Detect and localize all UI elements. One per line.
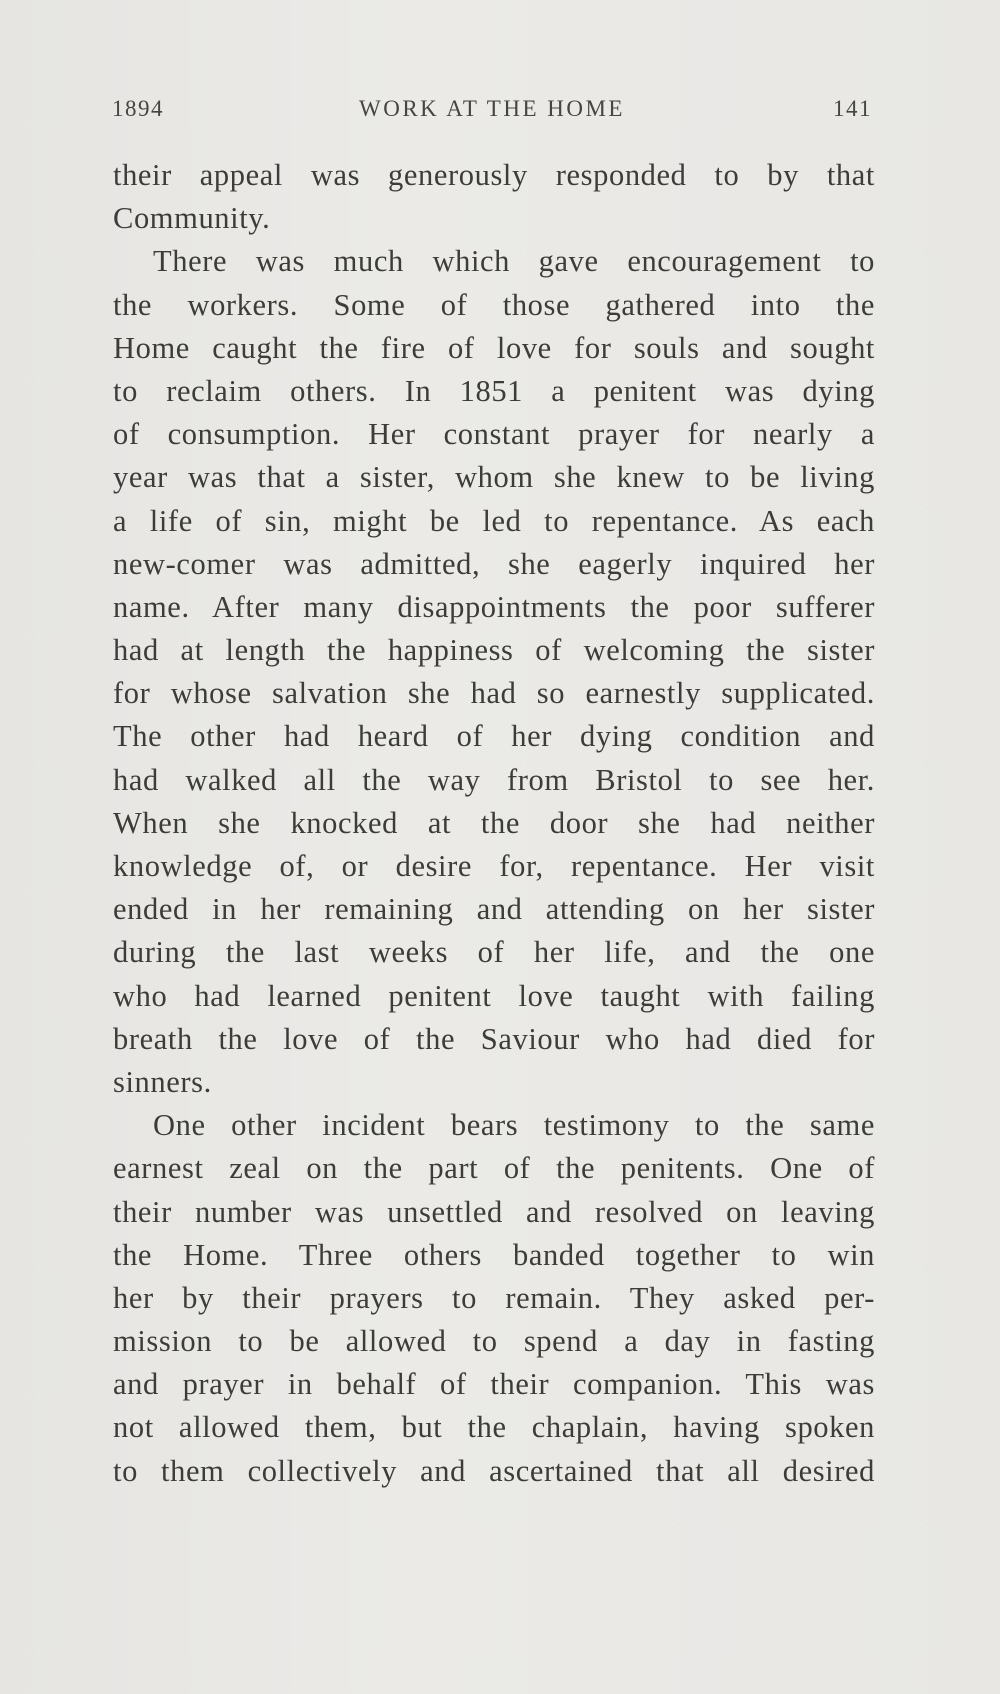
running-title: WORK AT THE HOME [359, 96, 625, 121]
text-line: a life of sin, might be led to repentance. As each [113, 503, 875, 538]
text-line: their number was unsettled and resolved on leaving [113, 1194, 875, 1229]
text-line: the Home. Three others banded together to win [113, 1237, 875, 1272]
text-line: to reclaim others. In 1851 a penitent was dying [113, 373, 875, 408]
text-line: of consumption. Her constant prayer for nearly a [113, 417, 875, 452]
text-line: the workers. Some of those gathered into the [113, 287, 875, 322]
text-line: One other incident bears testimony to the same [153, 1108, 875, 1143]
text-line: earnest zeal on the part of the penitents. One of [113, 1151, 875, 1186]
text-line: breath the love of the Saviour who had died for [113, 1021, 875, 1056]
text-line: sinners. [113, 1064, 212, 1099]
text-line: Community. [113, 201, 271, 236]
running-header [112, 92, 872, 132]
text-line: name. After many disappointments the poor sufferer [113, 589, 875, 624]
text-line: had at length the happiness of welcoming the sister [113, 633, 875, 668]
text-line: Home caught the fire of love for souls and sought [113, 330, 875, 365]
text-line: ended in her remaining and attending on her sister [113, 892, 875, 927]
text-line: When she knocked at the door she had neither [113, 805, 875, 840]
text-line: knowledge of, or desire for, repentance. Her visit [113, 849, 875, 883]
page-number: 141 [833, 96, 872, 121]
text-line: There was much which gave encouragement to [153, 244, 875, 279]
text-line: and prayer in behalf of their companion. This was [113, 1367, 875, 1402]
body-text [113, 154, 875, 1493]
text-line: not allowed them, but the chaplain, having spoken [113, 1410, 875, 1445]
text-line: had walked all the way from Bristol to see her. [113, 762, 875, 797]
text-line: to them collectively and ascertained that all desired [113, 1453, 875, 1488]
text-line: mission to be allowed to spend a day in fasting [113, 1324, 875, 1359]
text-line: their appeal was generously responded to by that [113, 158, 875, 192]
text-line: during the last weeks of her life, and the one [113, 935, 875, 970]
text-line: for whose salvation she had so earnestly supplicated. [113, 676, 875, 711]
text-line: year was that a sister, whom she knew to be living [113, 460, 875, 495]
text-line: who had learned penitent love taught with failing [113, 978, 875, 1013]
text-line: new-comer was admitted, she eagerly inquired her [113, 546, 875, 581]
header-year: 1894 [112, 96, 164, 121]
text-line: her by their prayers to remain. They asked per- [113, 1280, 875, 1315]
text-line: The other had heard of her dying condition and [113, 719, 875, 754]
